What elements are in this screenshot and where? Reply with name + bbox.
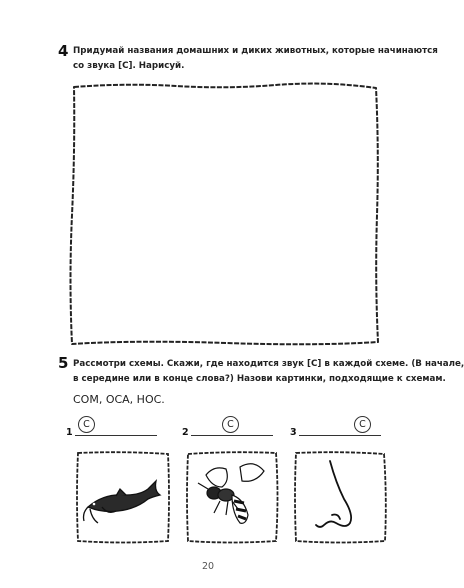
task-4-text-line-1: Придумай названия домашних и диких животных, которые начинаются — [73, 46, 438, 56]
sound-circle: С — [78, 416, 95, 433]
scheme-line — [299, 435, 381, 436]
scheme-number: 2 — [182, 427, 189, 438]
picture-frame-1 — [74, 449, 172, 545]
task-5-number: 5 — [58, 354, 69, 372]
scheme-number: 1 — [66, 427, 73, 438]
sound-circle: С — [354, 416, 371, 433]
sound-scheme-3 — [290, 414, 400, 442]
page-number: 20 — [201, 561, 215, 572]
task-5-text-line-2: в середине или в конце слова?) Назови картинки, подходящие к схемам. — [73, 374, 446, 384]
picture-frame-2 — [184, 449, 280, 545]
scheme-line — [191, 435, 273, 436]
sound-scheme-2 — [182, 414, 292, 442]
wasp-icon — [198, 464, 264, 524]
words-list: СОМ, ОСА, НОС. — [73, 393, 165, 406]
task-4-text-line-2: со звука [С]. Нарисуй. — [73, 61, 185, 71]
drawing-frame — [66, 80, 384, 350]
sound-circle: С — [222, 416, 239, 433]
nose-icon — [316, 461, 351, 527]
catfish-icon — [84, 481, 161, 523]
scheme-number: 3 — [290, 427, 297, 438]
scheme-line — [75, 435, 157, 436]
sound-scheme-1 — [66, 414, 176, 442]
picture-frame-3 — [292, 449, 388, 545]
task-4-number: 4 — [58, 42, 69, 60]
task-5-text-line-1: Рассмотри схемы. Скажи, где находится звук [С] в каждой схеме. (В начале, — [73, 359, 464, 369]
